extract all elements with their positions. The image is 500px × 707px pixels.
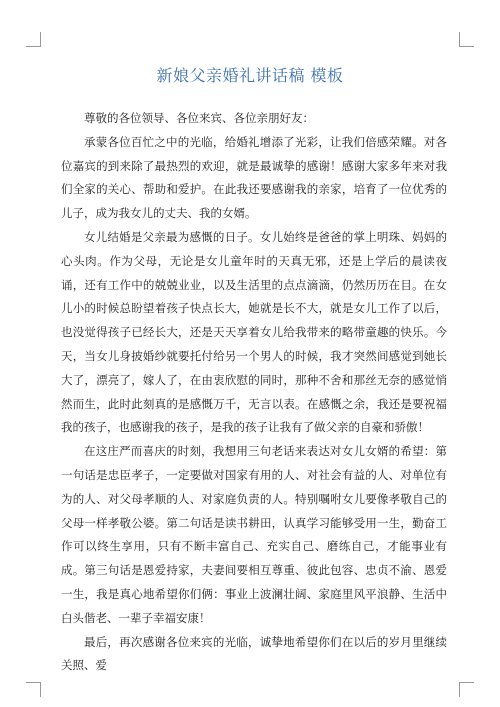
paragraph-salutation: 尊敬的各位领导、各位来宾、各位亲朋好友： — [84, 111, 314, 125]
page-corner-mark-top-right — [459, 32, 474, 47]
paragraph-feelings: 女儿结婚是父亲最为感慨的日子。女儿始终是爸爸的掌上明珠、妈妈的心头肉。作为父母，无论是女儿童年时的天真无邪，还是上学后的晨读夜诵，还有工作中的兢兢业业，以及生活里的点点滴滴，仍然历历在目。在女儿小的时候总盼望着孩子快点长大，她就是长不大，就是女儿工作了以后，也没觉得孩子已经长大，还是天天享着女儿给我带来的略带童趣的快乐。今天，当女儿身披婚纱就要托付给另一个男人的时候，我才突然间感觉到她长大了，漂亮了，嫁人了，在由衷欣慰的同时，那种不舍和那丝无奈的感觉悄然而生，此时此刻真的是感慨万千，无言以表。在感慨之余，我还是要祝福我的孩子，也感谢我的孩子，是我的孩子让我有了做父亲的自豪和骄傲！ — [61, 229, 447, 435]
paragraph-closing: 最后，再次感谢各位来宾的光临，诚挚地希望你们在以后的岁月里继续关照、爱 — [61, 634, 447, 673]
paragraph-thanks: 承蒙各位百忙之中的光临，给婚礼增添了光彩，让我们倍感荣耀。对各位嘉宾的到来除了最热烈的欢迎，就是最诚挚的感谢！感谢大家多年来对我们全家的关心、帮助和爱护。在此我还要感谢我的亲家，培育了一位优秀的儿子，成为我女儿的丈夫、我的女婿。 — [61, 134, 447, 221]
document-title: 新娘父亲婚礼讲话稿 模板 — [156, 66, 344, 85]
page-corner-mark-top-left — [26, 32, 41, 47]
page-corner-mark-bottom-left — [26, 682, 41, 697]
page-corner-mark-bottom-right — [459, 682, 474, 697]
paragraph-hopes: 在这庄严而喜庆的时刻，我想用三句老话来表达对女儿女婿的希望：第一句话是忠臣孝子，一定要做对国家有用的人、对社会有益的人、对单位有为的人、对父母孝顺的人、对家庭负责的人。特别嘱咐女儿要像孝敬自己的父母一样孝敬公婆。第二句话是读书耕田，认真学习能够受用一生，勤奋工作可以终生享用，只有不断丰富自己、充实自己、磨练自己，才能事业有成。第三句话是恩爱持家，夫妻间要相互尊重、彼此包容、忠贞不渝、恩爱一生，我是真心地希望你们俩：事业上波澜壮阔、家庭里风平浪静、生活中白头偕老、一辈子幸福安康！ — [61, 444, 447, 625]
document-body — [61, 107, 447, 678]
